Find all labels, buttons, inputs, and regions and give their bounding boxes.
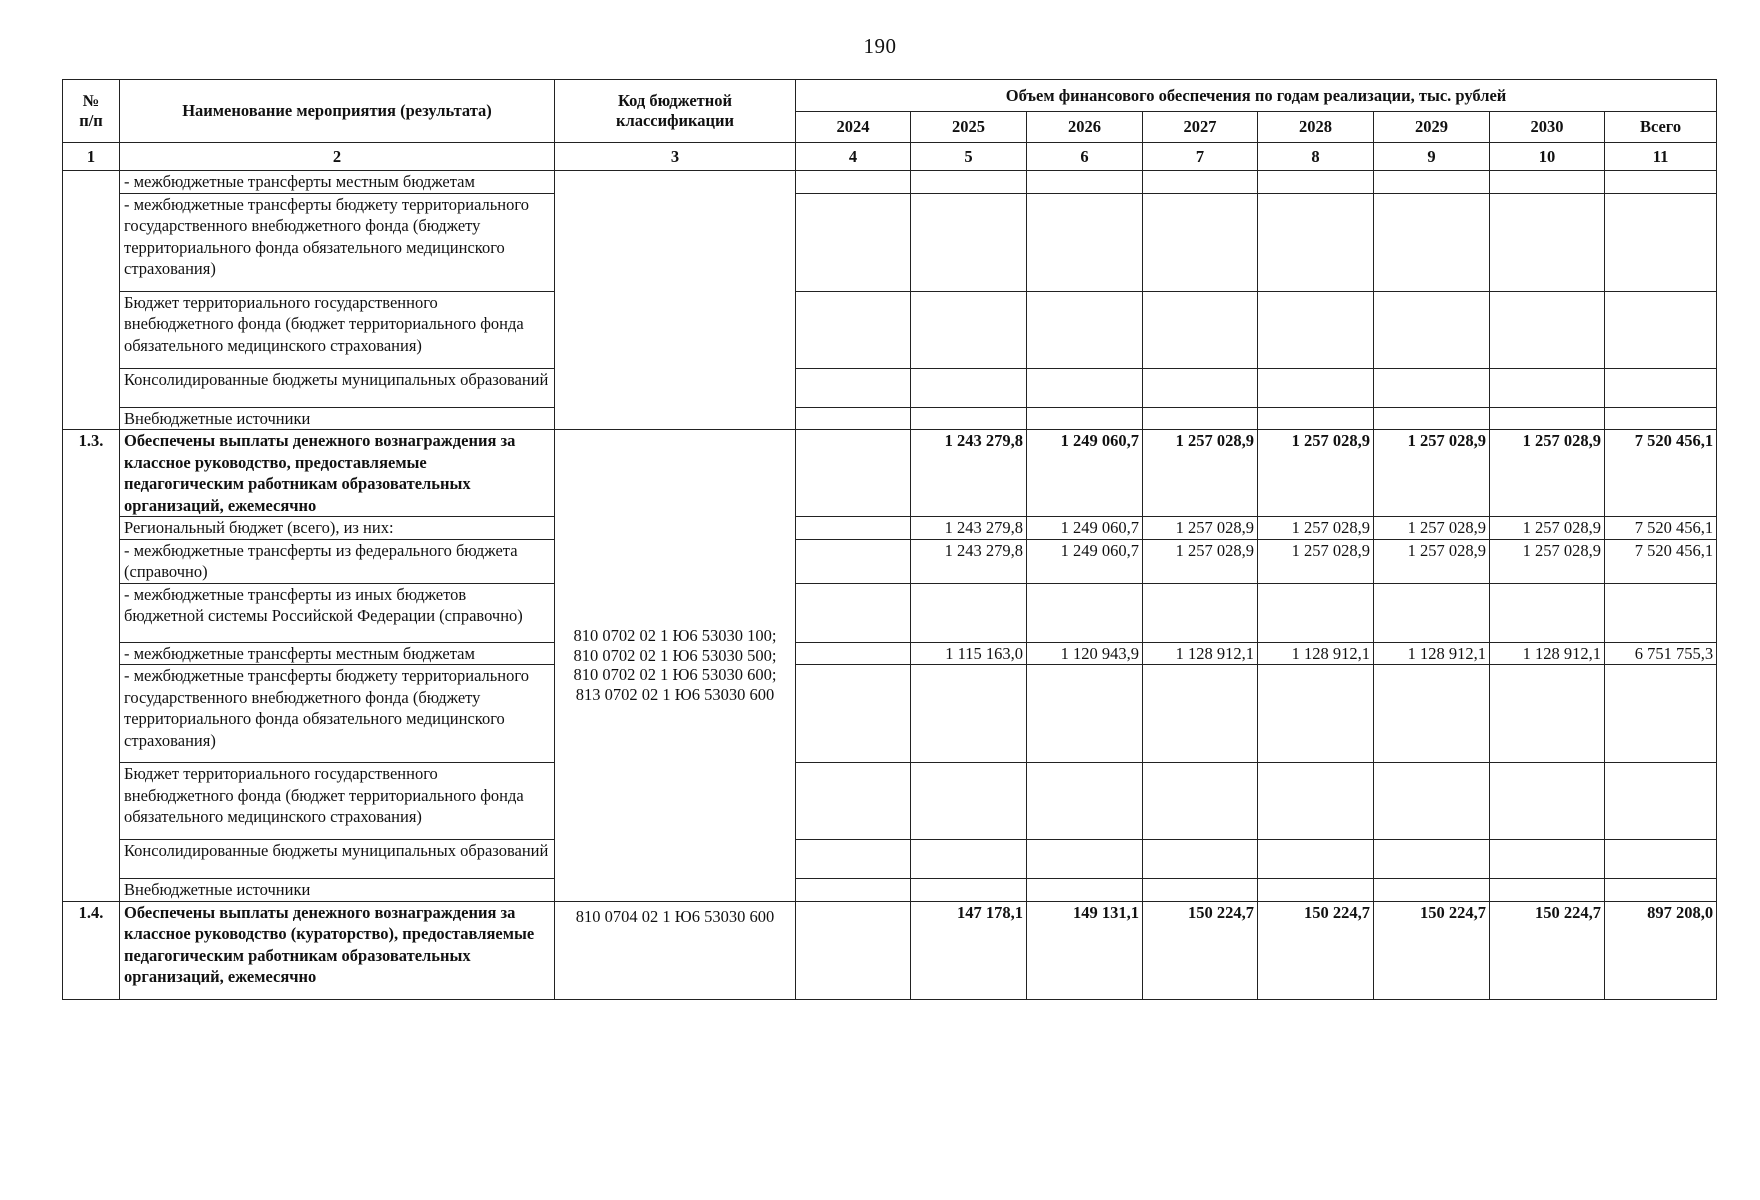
header-column-numbers-row: [63, 143, 1717, 171]
value-cell: 7 520 456,1: [1605, 539, 1717, 583]
value-cell: [1374, 171, 1490, 194]
value-cell: [1143, 368, 1258, 407]
value-cell: [796, 879, 911, 902]
header-year-cell: 2029: [1374, 112, 1490, 143]
table-row: [63, 291, 1717, 368]
value-cell: [1490, 291, 1605, 368]
table-row: [63, 171, 1717, 194]
value-cell: [796, 840, 911, 879]
value-cell: 7 520 456,1: [1605, 430, 1717, 517]
row-label: Бюджет территориального государственного внебюджетного фонда (бюджет территориального фонда обязательного медицинского страхования): [120, 291, 555, 368]
value-cell: [1027, 583, 1143, 642]
header-name: Наименование мероприятия (результата): [120, 80, 555, 143]
value-cell: [796, 368, 911, 407]
column-number-cell: 6: [1027, 143, 1143, 171]
value-cell: 1 257 028,9: [1143, 539, 1258, 583]
header-volume: Объем финансового обеспечения по годам реализации, тыс. рублей: [796, 80, 1717, 112]
header-year-cell: 2026: [1027, 112, 1143, 143]
value-cell: 1 257 028,9: [1258, 430, 1374, 517]
value-cell: [1027, 368, 1143, 407]
column-number-cell: 5: [911, 143, 1027, 171]
budget-code-cell: 810 0704 02 1 Ю6 53030 600: [555, 901, 796, 999]
row-number-cell: 1.4.: [63, 901, 120, 999]
value-cell: [1143, 840, 1258, 879]
value-cell: [1027, 407, 1143, 430]
value-cell: [911, 665, 1027, 763]
row-number-cell: [63, 171, 120, 430]
budget-code-cell: [555, 171, 796, 430]
value-cell: [1374, 368, 1490, 407]
column-number-cell: 1: [63, 143, 120, 171]
value-cell: [1258, 840, 1374, 879]
row-number-cell: 1.3.: [63, 430, 120, 902]
value-cell: [1374, 291, 1490, 368]
value-cell: [1490, 583, 1605, 642]
value-cell: [796, 539, 911, 583]
column-number-cell: 8: [1258, 143, 1374, 171]
header-year-cell: 2027: [1143, 112, 1258, 143]
column-number-cell: 11: [1605, 143, 1717, 171]
row-label: - межбюджетные трансферты бюджету территориального государственного внебюджетного фонда (бюджету территориального фонда обязательного медицинского страхования): [120, 193, 555, 291]
column-number-cell: 10: [1490, 143, 1605, 171]
value-cell: [1605, 407, 1717, 430]
table-row: [63, 840, 1717, 879]
value-cell: 1 243 279,8: [911, 539, 1027, 583]
table-row: [63, 407, 1717, 430]
value-cell: [1027, 840, 1143, 879]
value-cell: [1258, 583, 1374, 642]
value-cell: [911, 879, 1027, 902]
value-cell: [1490, 368, 1605, 407]
value-cell: [1258, 193, 1374, 291]
value-cell: [1490, 171, 1605, 194]
table-row: [63, 583, 1717, 642]
value-cell: [1258, 665, 1374, 763]
value-cell: 1 249 060,7: [1027, 430, 1143, 517]
value-cell: [796, 171, 911, 194]
value-cell: 1 257 028,9: [1258, 539, 1374, 583]
value-cell: [796, 517, 911, 540]
value-cell: [1143, 583, 1258, 642]
row-label: - межбюджетные трансферты из федерального бюджета (справочно): [120, 539, 555, 583]
value-cell: 1 257 028,9: [1490, 430, 1605, 517]
value-cell: [1258, 879, 1374, 902]
value-cell: 1 115 163,0: [911, 642, 1027, 665]
table-row: [63, 901, 1717, 999]
row-label: - межбюджетные трансферты местным бюджетам: [120, 171, 555, 194]
header-num: № п/п: [63, 80, 120, 143]
value-cell: [911, 763, 1027, 840]
value-cell: [796, 642, 911, 665]
column-number-cell: 7: [1143, 143, 1258, 171]
header-year-cell: 2030: [1490, 112, 1605, 143]
value-cell: 1 128 912,1: [1258, 642, 1374, 665]
value-cell: [1258, 171, 1374, 194]
table-row: [63, 665, 1717, 763]
value-cell: [911, 171, 1027, 194]
value-cell: [1258, 763, 1374, 840]
value-cell: [1143, 763, 1258, 840]
value-cell: [911, 193, 1027, 291]
value-cell: [1490, 193, 1605, 291]
value-cell: [1374, 840, 1490, 879]
activity-title: Обеспечены выплаты денежного вознаграждения за классное руководство (кураторство), предоставляемые педагогическим работникам образовательных организаций, ежемесячно: [120, 901, 555, 999]
value-cell: [1605, 583, 1717, 642]
budget-code-cell: 810 0702 02 1 Ю6 53030 100; 810 0702 02 1 Ю6 53030 500; 810 0702 02 1 Ю6 53030 600; 813 0702 02 1 Ю6 53030 600: [555, 430, 796, 902]
value-cell: 6 751 755,3: [1605, 642, 1717, 665]
value-cell: [796, 407, 911, 430]
value-cell: [1605, 193, 1717, 291]
table-row: [63, 539, 1717, 583]
value-cell: 150 224,7: [1143, 901, 1258, 999]
activity-title: Обеспечены выплаты денежного вознаграждения за классное руководство, предоставляемые педагогическим работникам образовательных организаций, ежемесячно: [120, 430, 555, 517]
row-label: Бюджет территориального государственного внебюджетного фонда (бюджет территориального фонда обязательного медицинского страхования): [120, 763, 555, 840]
value-cell: [1374, 665, 1490, 763]
value-cell: [1605, 665, 1717, 763]
value-cell: [796, 430, 911, 517]
value-cell: [1605, 840, 1717, 879]
value-cell: [796, 665, 911, 763]
value-cell: [1143, 193, 1258, 291]
financing-table: [62, 79, 1717, 1000]
value-cell: [1027, 291, 1143, 368]
value-cell: 1 257 028,9: [1490, 517, 1605, 540]
value-cell: [1605, 171, 1717, 194]
value-cell: [1605, 291, 1717, 368]
value-cell: 1 249 060,7: [1027, 517, 1143, 540]
table-row: [63, 879, 1717, 902]
value-cell: [1605, 368, 1717, 407]
value-cell: [796, 763, 911, 840]
row-label: - межбюджетные трансферты из иных бюджетов бюджетной системы Российской Федерации (справочно): [120, 583, 555, 642]
value-cell: [911, 368, 1027, 407]
column-number-cell: 4: [796, 143, 911, 171]
value-cell: [1027, 193, 1143, 291]
page-number: 190: [863, 34, 897, 58]
header-year-cell: Всего: [1605, 112, 1717, 143]
value-cell: 1 128 912,1: [1143, 642, 1258, 665]
value-cell: [1027, 171, 1143, 194]
value-cell: [1605, 763, 1717, 840]
value-cell: [1374, 763, 1490, 840]
value-cell: 1 257 028,9: [1143, 430, 1258, 517]
row-label: Консолидированные бюджеты муниципальных образований: [120, 840, 555, 879]
table-row: [63, 763, 1717, 840]
value-cell: [1374, 407, 1490, 430]
value-cell: [1374, 879, 1490, 902]
table-row: [63, 368, 1717, 407]
value-cell: [1143, 407, 1258, 430]
value-cell: [1490, 665, 1605, 763]
value-cell: [796, 901, 911, 999]
column-number-cell: 2: [120, 143, 555, 171]
value-cell: [1258, 407, 1374, 430]
value-cell: [1490, 879, 1605, 902]
value-cell: 897 208,0: [1605, 901, 1717, 999]
value-cell: [1143, 171, 1258, 194]
value-cell: [796, 583, 911, 642]
value-cell: [796, 291, 911, 368]
value-cell: [1490, 407, 1605, 430]
value-cell: 150 224,7: [1490, 901, 1605, 999]
value-cell: [1143, 291, 1258, 368]
value-cell: [1143, 665, 1258, 763]
header-code: Код бюджетной классификации: [555, 80, 796, 143]
value-cell: 1 257 028,9: [1374, 539, 1490, 583]
value-cell: 150 224,7: [1258, 901, 1374, 999]
value-cell: 1 257 028,9: [1143, 517, 1258, 540]
value-cell: 1 249 060,7: [1027, 539, 1143, 583]
value-cell: 1 120 943,9: [1027, 642, 1143, 665]
value-cell: 1 243 279,8: [911, 517, 1027, 540]
value-cell: [911, 291, 1027, 368]
row-label: Консолидированные бюджеты муниципальных образований: [120, 368, 555, 407]
table-body: [63, 171, 1717, 1000]
row-label: - межбюджетные трансферты местным бюджетам: [120, 642, 555, 665]
value-cell: 1 128 912,1: [1490, 642, 1605, 665]
value-cell: [1027, 879, 1143, 902]
column-number-cell: 3: [555, 143, 796, 171]
value-cell: 1 257 028,9: [1374, 430, 1490, 517]
header-year-cell: 2025: [911, 112, 1027, 143]
value-cell: 7 520 456,1: [1605, 517, 1717, 540]
value-cell: [1027, 665, 1143, 763]
value-cell: 1 128 912,1: [1374, 642, 1490, 665]
value-cell: 1 257 028,9: [1490, 539, 1605, 583]
row-label: Внебюджетные источники: [120, 407, 555, 430]
value-cell: [1258, 368, 1374, 407]
value-cell: [1605, 879, 1717, 902]
value-cell: [1143, 879, 1258, 902]
table-row: [63, 517, 1717, 540]
value-cell: 1 257 028,9: [1258, 517, 1374, 540]
value-cell: 1 257 028,9: [1374, 517, 1490, 540]
value-cell: [1374, 583, 1490, 642]
table-row: [63, 193, 1717, 291]
value-cell: 1 243 279,8: [911, 430, 1027, 517]
table-row: [63, 642, 1717, 665]
column-number-cell: 9: [1374, 143, 1490, 171]
value-cell: [1374, 193, 1490, 291]
row-label: Региональный бюджет (всего), из них:: [120, 517, 555, 540]
value-cell: [796, 193, 911, 291]
row-label: - межбюджетные трансферты бюджету территориального государственного внебюджетного фонда (бюджету территориального фонда обязательного медицинского страхования): [120, 665, 555, 763]
value-cell: 149 131,1: [1027, 901, 1143, 999]
value-cell: 147 178,1: [911, 901, 1027, 999]
value-cell: [1490, 763, 1605, 840]
header-year-cell: 2028: [1258, 112, 1374, 143]
value-cell: 150 224,7: [1374, 901, 1490, 999]
value-cell: [1027, 763, 1143, 840]
header-year-cell: 2024: [796, 112, 911, 143]
value-cell: [1490, 840, 1605, 879]
value-cell: [911, 583, 1027, 642]
value-cell: [911, 840, 1027, 879]
row-label: Внебюджетные источники: [120, 879, 555, 902]
value-cell: [911, 407, 1027, 430]
value-cell: [1258, 291, 1374, 368]
table-row: [63, 430, 1717, 517]
